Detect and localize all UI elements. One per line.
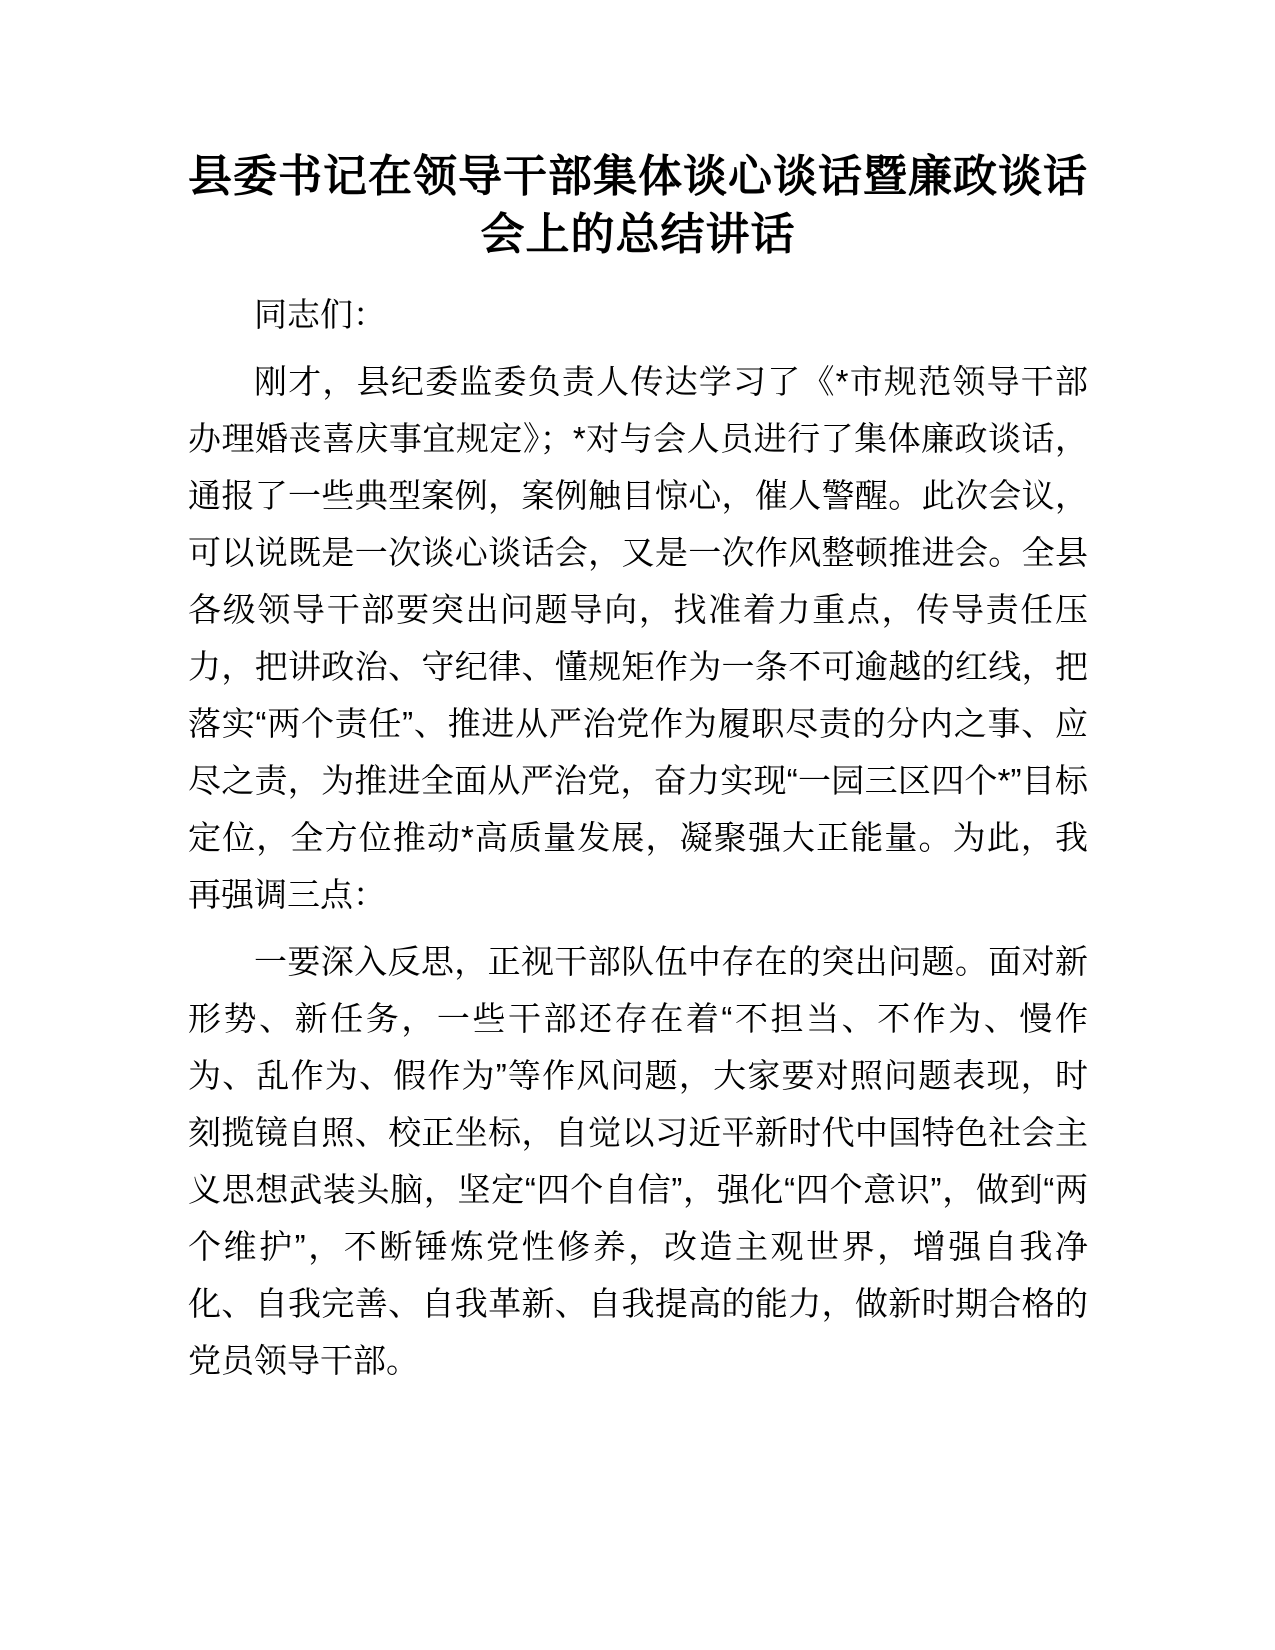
paragraph-first-point: 一要深入反思，正视干部队伍中存在的突出问题。面对新形势、新任务，一些干部还存在着“不担当、不作为、慢作为、乱作为、假作为”等作风问题，大家要对照问题表现，时刻揽镜自照、校正坐标，自觉以习近平新时代中国特色社会主义思想武装头脑，坚定“四个自信”，强化“四个意识”，做到“两个维护”，不断锤炼党性修养，改造主观世界，增强自我净化、自我完善、自我革新、自我提高的能力，做新时期合格的党员领导干部。 bbox=[188, 943, 1088, 1379]
document-body bbox=[188, 286, 1088, 1389]
paragraph-opening-remarks: 刚才，县纪委监委负责人传达学习了《*市规范领导干部办理婚丧喜庆事宜规定》；*对与会人员进行了集体廉政谈话，通报了一些典型案例，案例触目惊心，催人警醒。此次会议，可以说既是一次谈心谈话会，又是一次作风整顿推进会。全县各级领导干部要突出问题导向，找准着力重点，传导责任压力，把讲政治、守纪律、懂规矩作为一条不可逾越的红线，把落实“两个责任”、推进从严治党作为履职尽责的分内之事、应尽之责，为推进全面从严治党，奋力实现“一园三区四个*”目标定位，全方位推动*高质量发展，凝聚强大正能量。为此，我再强调三点： bbox=[188, 363, 1088, 913]
paragraph-salutation: 同志们： bbox=[254, 296, 386, 333]
document-title-line-2: 会上的总结讲话 bbox=[480, 210, 796, 259]
document-title-line-1: 县委书记在领导干部集体谈心谈话暨廉政谈话 bbox=[188, 152, 1088, 201]
document-title bbox=[188, 148, 1088, 264]
